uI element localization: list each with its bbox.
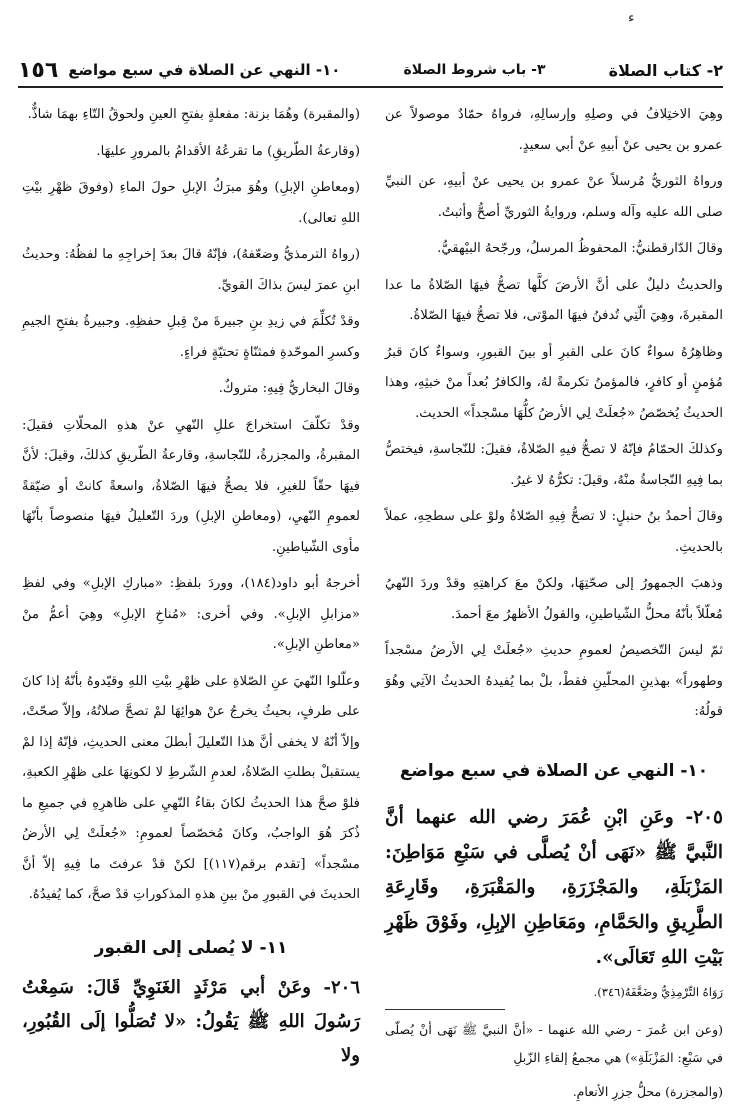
footnote-rule: [385, 1009, 505, 1010]
column-left: [22, 100, 360, 1079]
paragraph: (والمقبرة) وهُمَا بزنة: مفعلةٍ بفتحِ العينِ ولحوقُ التّاءِ بهمَا شاذٌّ.: [27, 107, 360, 122]
header-chapter: ٣- باب شروط الصلاة: [403, 62, 546, 78]
paragraph: ثمّ ليسَ التّخصيصُ لعمومِ حديثِ «جُعلَتْ لِي الأرضُ مسْجداً وطهوراً» بهذينِ المحلّينِ فقطْ، بلْ بما يُفيدهُ الحديثُ الآتِي وهُوَ قولُهُ:: [385, 643, 723, 719]
header-book-title: ٢- كتاب الصلاة: [608, 60, 723, 80]
header-rule: [18, 86, 723, 88]
paragraph: وقدْ تكلّفَ استخراجَ عللِ النّهيِ عنْ هذهِ المحلّاتِ فقيلَ: المقبرةُ، والمجزرةُ، للنّجاسةِ، وقارعةُ الطّريقِ كذلكَ، وقيلَ: لأنَّ فيهَا حقّاً للغيرِ، فلا يصحُّ فيهَا الصّلاةُ، واسعةً كانتْ أو ضيّقةً لعمومِ النّهيِ، (ومعاطنِ الإبلِ) وردَ التّعليلُ فيهَا منصوصاً بأنّهَا مأوى الشّياطينِ.: [22, 417, 360, 555]
paragraph: (وقارعةُ الطّريقِ) ما تقرعُهُ الأقدامُ بالمرورِ عليهَا.: [96, 143, 360, 159]
paragraph: (رواهُ الترمذيُّ وضعّفهُ)، فإنّهُ قالَ بعدَ إخراجِهِ ما لفظُهُ: وحديثُ ابنِ عمرَ ليسَ بذاكَ القويِّ.: [22, 247, 360, 293]
paragraph: وقالَ الدّارقطنيُّ: المحفوظُ المرسلُ، ورجّحهُ البيْهقيُّ.: [437, 241, 723, 256]
paragraph: والحديثُ دليلٌ على أنَّ الأرضَ كلَّها تصحُّ فيهَا الصّلاةُ ما عدا المقبرةَ، وهِيَ الّتِي تُدفنُ فيهَا الموْتى، فلا تصحُّ فيهَا الصّلاةُ.: [385, 277, 723, 323]
section-title: ١١- لا يُصلى إلى القبور: [94, 937, 288, 958]
hadith-text: ٢٠٦- وعَنْ أبي مَرْثَدٍ الغَنَوِيِّ قَالَ: سَمِعْتُ رَسُولَ اللهِ ﷺ يَقُولُ: «لا تُصَلُّوا إلَى القُبُورِ، ولا: [22, 977, 360, 1066]
paragraph: أخرجهُ أبو داود(١٨٤)، ووردَ بلفظِ: «مباركِ الإبلِ» وفي لفظِ «مزابلِ الإبلِ». وفي أخرى: «مُناخِ الإبلِ» وهِيَ أعمُّ منْ «معاطنِ الإبلِ».: [22, 576, 360, 652]
paragraph: وهِيَ الاختِلافُ في وصلِهِ وإرسالِهِ، فرواهُ حمّادٌ موصولاً عن عمرو بن يحيى عنْ أبيهِ عنْ أبي سعيدٍ.: [385, 107, 723, 153]
column-right: [385, 100, 723, 1112]
paragraph: وقدْ تُكلِّمَ في زيدِ بنِ جبيرةَ منْ قِبلِ حفظِهِ. وجبيرةُ بفتحِ الجيمِ وكسرِ الموحّدةِ فمثنّاةٍ تحتيّةٍ فراءٍ.: [22, 314, 360, 360]
hadith-text: ٢٠٥- وعَنِ ابْنِ عُمَرَ رضي الله عنهما أنَّ النَّبيَّ ﷺ «نَهَى أنْ يُصلَّى في سَبْعِ مَوَاطِنَ: المَزْبَلَةِ، والمَجْزَرَةِ، والمَقْبَرَةِ، وقَارِعَةِ الطَّرِيقِ والحَمَّامِ، ومَعَاطِنِ الإبِلِ، وفَوْقَ ظَهْرِ بَيْتِ اللهِ تَعَالَى».: [385, 807, 723, 968]
footnote: (وعن ابن عُمرَ - رضي الله عنهما - «أنَّ النبيَّ ﷺ نَهَى أنْ يُصلّى في سَبْعِ: المَزْبَلَةِ») هي مجمعُ إلقاءِ الزّبلِ: [385, 1022, 723, 1065]
paragraph: وقالَ البخاريُّ فِيهِ: متروكٌ.: [218, 381, 360, 396]
footnote: (والمجزرة) محلُّ جزرِ الأنعامِ.: [572, 1084, 723, 1099]
paragraph: وكذلكَ الحمّامُ فإنّهُ لا تصحُّ فيهِ الصّلاةُ، فقيلَ: للنّجاسةِ، فيختصُّ بما فِيهِ النّجاسةُ منْهُ، وقيلَ: تكرُّهُ لا غيرُ.: [385, 442, 723, 488]
paragraph: وظاهِرُهُ سواءٌ كانَ على القبرِ أو بينَ القبورِ، وسواءٌ كانَ قبرُ مُؤمنٍ أو كافرٍ، فالمؤمنُ تكرمةً لهُ، والكافرُ بُعداً منْ خبثِهِ، وهذا الحديثُ يُخصّصُ «جُعلَتْ لِي الأرضُ كلُّهَا مسْجداً» الحديث.: [385, 344, 723, 421]
paragraph: (ومعاطنِ الإبلِ) وهُوَ مبرَكُ الإبلِ حولَ الماءِ (وفوقَ ظهْرِ بيْتِ اللهِ تعالى).: [22, 180, 360, 226]
paragraph: وقالَ أحمدُ بنُ حنبلٍ: لا تصحُّ فِيهِ الصّلاةُ ولوْ على سطحِهِ، عملاً بالحديثِ.: [385, 509, 723, 555]
header-left-group: [18, 58, 340, 83]
paragraph: وعلّلوا النّهيَ عنِ الصّلاةِ على ظهْرِ بيْتِ اللهِ وقيّدوهُ بأنّهُ إذا كانَ على طرفٍ، بحيثُ يخرجُ عنْ هوائِهَا لمْ تصحَّ صلاتُهُ، وإلاّ صحّتْ، وإلاّ أنّهُ لا يخفى أنَّ هذا التّعليلَ أبطلَ معنى الحديثِ، فإنّهُ إذا لمْ يستقبلْ بطلتِ الصّلاةُ، لعدمِ الشّرطِ لا لكونِهَا على ظهْرِ الكعبةِ، فلوْ صحَّ هذا الحديثُ لكانَ بقاءُ النّهيِ على ظاهرِهِ في جميعِ ما ذُكرَ هُوَ الواجبُ، وكانَ مُخصّصاً لعمومِ: «جُعلَتْ لِي الأرضُ مسْجداً» [تقدم برقم(١١٧)] لكنْ قدْ عرفتَ ما فِيهِ إلاّ أنَّ الحديثَ في القبورِ منْ بينِ هذهِ المذكوراتِ قدْ صحَّ، كما يُفيدُهُ.: [22, 673, 360, 902]
hadith-source: رَوَاهُ التِّرْمِذِيُّ وضَعَّفَهُ(٣٤٦).: [593, 985, 723, 999]
header-section: ١٠- النهي عن الصلاة في سبع مواضع: [68, 61, 341, 79]
paragraph: ورواهُ الثوريُّ مُرسلاً عنْ عمرو بن يحيى عنْ أبيهِ، عن النبيِّ صلى الله عليه وآله وسلم، وروايةُ الثوريِّ أصحُّ وأثبتُ.: [385, 174, 723, 220]
paragraph: وذهبَ الجمهورُ إلى صحّتِهَا، ولكنْ معَ كراهتِهِ وقدْ وردَ النّهيُ مُعلّلاً بأنّهُ محلُّ الشّياطينِ، والقولُ الأظهرُ معَ أحمدَ.: [385, 576, 723, 622]
section-title: ١٠- النهي عن الصلاة في سبع مواضع: [399, 760, 709, 781]
page-number: ١٥٦: [18, 57, 59, 83]
running-header: [18, 56, 723, 84]
stray-mark: ء: [628, 10, 635, 26]
